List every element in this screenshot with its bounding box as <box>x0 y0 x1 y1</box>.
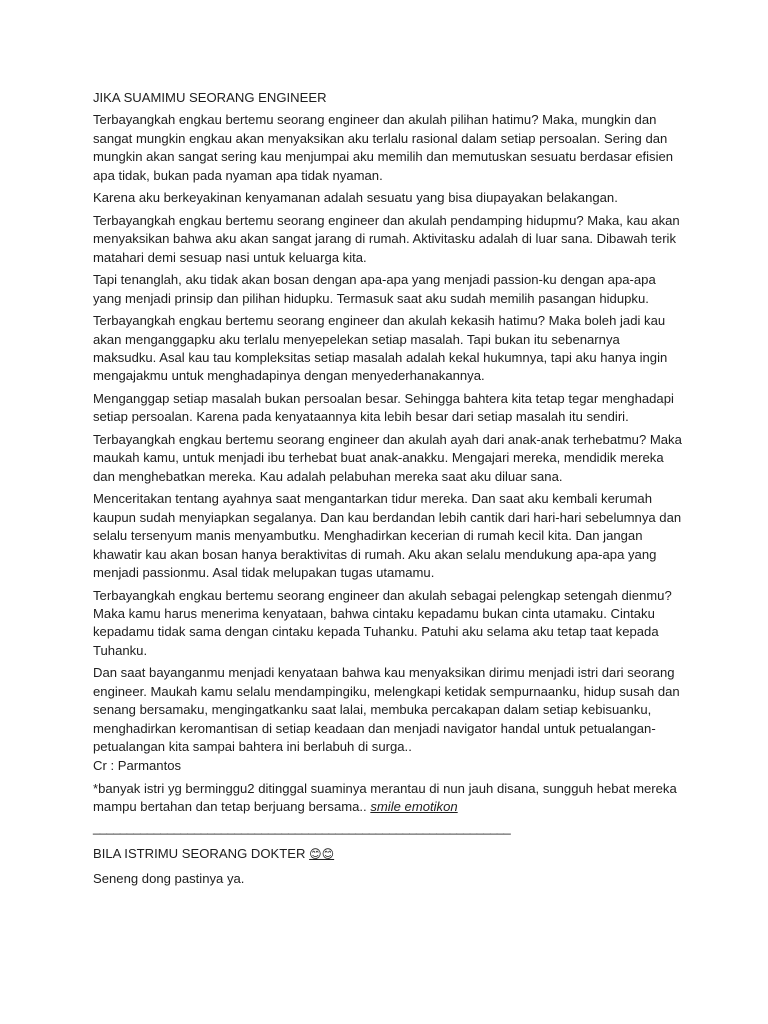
paragraph-7: Terbayangkah engkau bertemu seorang engineer dan akulah ayah dari anak-anak terhebatmu? Maka maukah kamu, untuk menjadi ibu terhebat buat anak-anakku. Mengajari mereka, mendidik mereka dan menghebatkan mereka. Kau adalah pelabuhan mereka saat aku diluar sana. <box>93 432 682 484</box>
paragraph-10: Dan saat bayanganmu menjadi kenyataan bahwa kau menyaksikan dirimu menjadi istri dari seorang engineer. Maukah kamu selalu mendampingiku, melengkapi ketidak sempurnaanku, hidup susah dan senang bersamaku, mengingatkanku saat lalai, membuka percakapan dalam setiap kebisuanku, menghadirkan keromantisan di setiap keadaan dan menjadi navigator handal untuk petualangan-petualangan kita sampai bahtera ini berlabuh di surga.. <box>93 665 680 755</box>
paragraph-1: Terbayangkah engkau bertemu seorang engineer dan akulah pilihan hatimu? Maka, mungkin dan sangat mungkin engkau akan menyaksikan aku terlalu rasional dalam setiap persoalan. Sering dan mungkin akan sangat sering kau menjumpai aku memilih dan memutuskan sesuatu berdasar efisien apa tidak, bukan pada nyaman apa tidak nyaman. <box>93 112 674 183</box>
paragraph-9: Terbayangkah engkau bertemu seorang engineer dan akulah sebagai pelengkap setengah dienmu? Maka kamu harus menerima kenyataan, bahwa cintaku kepadamu bukan cinta utamaku. Cintaku kepadamu tidak sama dengan cintaku kepada Tuhanku. Patuhi aku selama aku tetap taat kepada Tuhanku. <box>93 587 672 658</box>
paragraph-6: Menganggap setiap masalah bukan persoalan besar. Sehingga bahtera kita tetap tegar menghadapi setiap persoalan. Karena pada kenyataannya kita lebih besar dari setiap masalah itu sendiri. <box>93 391 674 425</box>
section-first-line: Seneng dong pastinya ya. <box>93 871 245 887</box>
smiley-emoji-icon[interactable]: 😊😊 <box>309 846 335 861</box>
footnote <box>93 780 683 817</box>
paragraph-4: Tapi tenanglah, aku tidak akan bosan dengan apa-apa yang menjadi passion-ku dengan apa-apa yang menjadi prinsip dan pilihan hidupku. Termasuk saat aku sudah memilih pasangan hidupku. <box>93 272 656 306</box>
paragraph-2: Karena aku berkeyakinan kenyamanan adalah sesuatu yang bisa diupayakan belakangan. <box>93 190 618 206</box>
document-title: JIKA SUAMIMU SEORANG ENGINEER <box>93 90 327 105</box>
paragraph-3: Terbayangkah engkau bertemu seorang engineer dan akulah pendamping hidupmu? Maka, kau akan menyaksikan bahwa aku akan sangat jarang di rumah. Aktivitasku adalah di luar sana. Dibawah terik matahari demi sesuap nasi untuk keluarga kita. <box>93 212 680 265</box>
divider-line: ______________________________________________________________ <box>93 819 511 835</box>
section-title <box>93 845 683 863</box>
paragraph-8: Menceritakan tentang ayahnya saat mengantarkan tidur mereka. Dan saat aku kembali kerumah kaupun sudah menyiapkan segalanya. Dan kau berdandan lebih cantik dari hari-hari sebelumnya dan selalu tersenyum manis menyambutku. Menghadirkan kecerian di rumah kecil kita. Dan jangan khawatir kau akan bosan hanya beraktivitas di rumah. Aku akan selalu mendukung apa-apa yang menjadi passionmu. Asal tidak melupakan tugas utamamu. <box>93 491 682 581</box>
footnote-text: *banyak istri yg berminggu2 ditinggal suaminya merantau di nun jauh disana, sungguh hebat mereka mampu bertahan dan tetap berjuang bersama.. <box>93 780 677 815</box>
paragraph-5: Terbayangkah engkau bertemu seorang engineer dan akulah kekasih hatimu? Maka boleh jadi kau akan menganggapku aku terlalu menyepelekan setiap masalah. Tapi bukan itu sebenarnya maksudku. Asal kau tau kompleksitas setiap masalah adalah kekal hukumnya, tapi aku hanya ingin mengajakmu untuk menghadapinya dengan menyederhanakannya. <box>93 313 668 384</box>
document-page <box>93 89 683 893</box>
section-title-text: BILA ISTRIMU SEORANG DOKTER <box>93 845 306 861</box>
credit-line: Cr : Parmantos <box>93 757 182 773</box>
smile-emoticon-link[interactable]: smile emotikon <box>370 799 458 815</box>
